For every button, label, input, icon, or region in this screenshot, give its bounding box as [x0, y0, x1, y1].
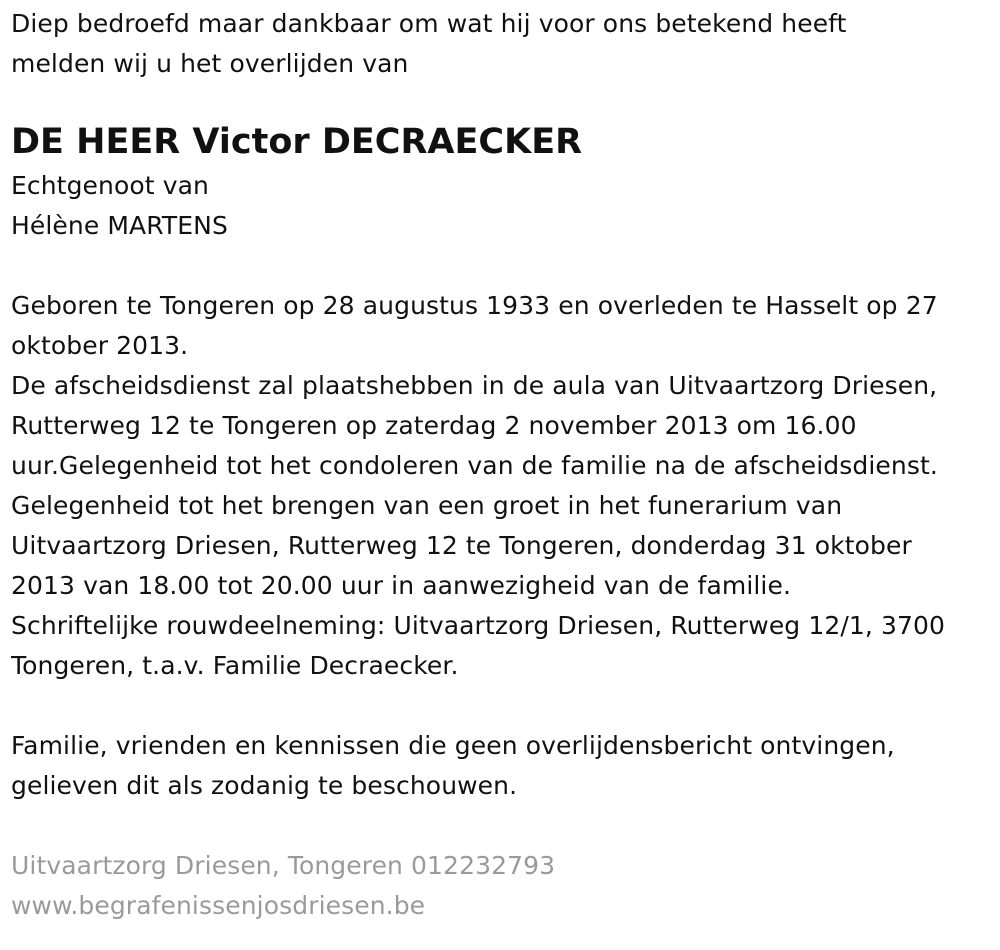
spouse-name: Hélène MARTENS — [11, 211, 228, 240]
details-line: Tongeren, t.a.v. Familie Decraecker. — [11, 651, 459, 680]
deceased-name: DE HEER Victor DECRAECKER — [11, 122, 583, 162]
details-line: 2013 van 18.00 tot 20.00 uur in aanwezigheid van de familie. — [11, 571, 791, 600]
details-line: uur.Gelegenheid tot het condoleren van de familie na de afscheidsdienst. — [11, 451, 938, 480]
intro-line-1: Diep bedroefd maar dankbaar om wat hij voor ons betekend heeft — [11, 9, 847, 38]
spacer — [11, 686, 991, 726]
funeral-home-contact: Uitvaartzorg Driesen, Tongeren 012232793 — [11, 851, 556, 880]
details-line: Schriftelijke rouwdeelneming: Uitvaartzorg Driesen, Rutterweg 12/1, 3700 — [11, 611, 945, 640]
details-block — [11, 286, 991, 686]
obituary-notice — [11, 4, 991, 926]
closing-line-2: gelieven dit als zodanig te beschouwen. — [11, 771, 518, 800]
relation-label: Echtgenoot van — [11, 171, 209, 200]
details-line: oktober 2013. — [11, 331, 189, 360]
details-line: Geboren te Tongeren op 28 augustus 1933 en overleden te Hasselt op 27 — [11, 291, 938, 320]
spacer — [11, 246, 991, 286]
details-line: Gelegenheid tot het brengen van een groet in het funerarium van — [11, 491, 843, 520]
spacer — [11, 806, 991, 846]
details-line: De afscheidsdienst zal plaatshebben in de aula van Uitvaartzorg Driesen, — [11, 371, 938, 400]
closing-line-1: Familie, vrienden en kennissen die geen overlijdensbericht ontvingen, — [11, 731, 895, 760]
intro-line-2: melden wij u het overlijden van — [11, 49, 409, 78]
funeral-home-website-link[interactable]: www.begrafenissenjosdriesen.be — [11, 891, 426, 920]
details-line: Rutterweg 12 te Tongeren op zaterdag 2 november 2013 om 16.00 — [11, 411, 857, 440]
details-line: Uitvaartzorg Driesen, Rutterweg 12 te Tongeren, donderdag 31 oktober — [11, 531, 912, 560]
